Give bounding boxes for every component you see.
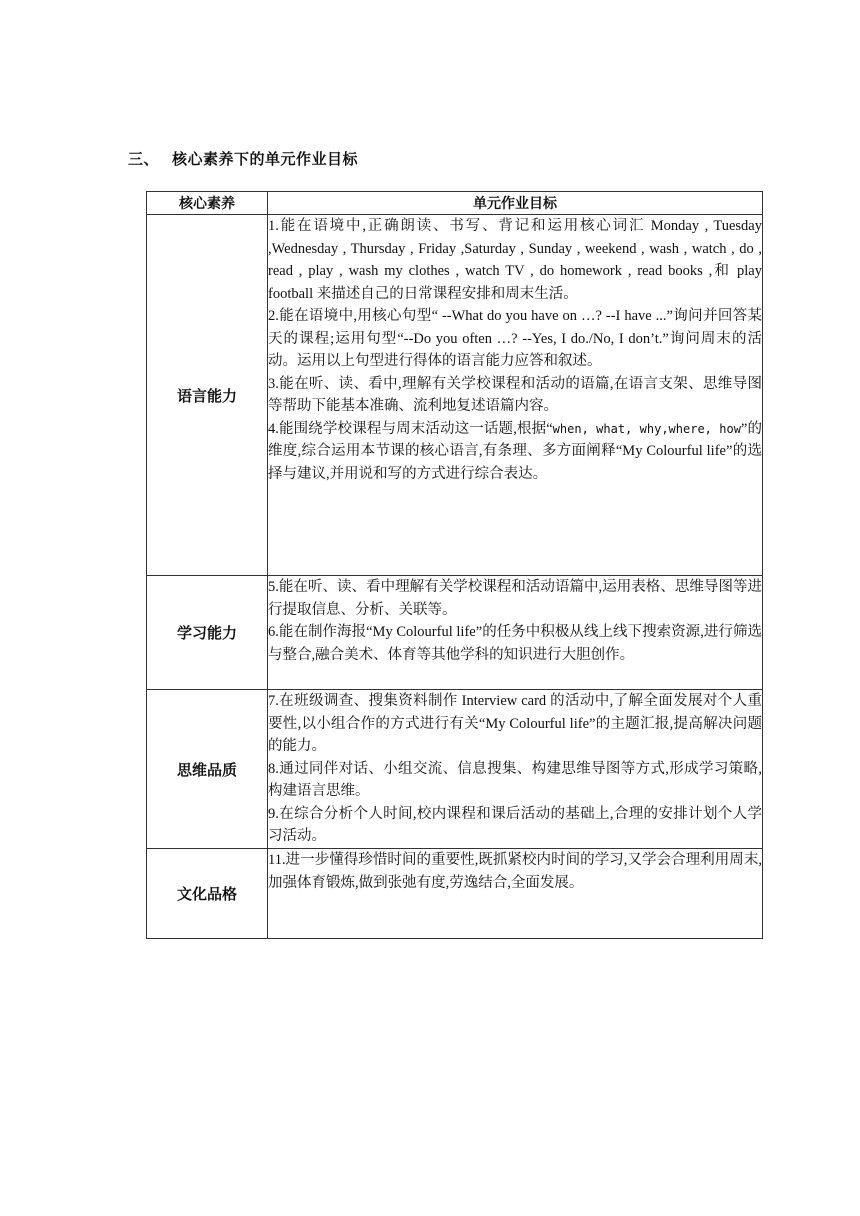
table-row	[147, 849, 763, 939]
goals-cell	[268, 215, 763, 576]
goal-item: 2.能在语境中,用核心句型“ --What do you have on …? --I have ...”询问并回答某天的课程;运用句型“--Do you often …? --Yes, I do./No, I don’t.”询问周末的活动。运用以上句型进行得体的语言能力应答和叙述。	[268, 308, 762, 369]
competency-cell: 学习能力	[147, 576, 268, 690]
table-header-row	[147, 192, 763, 215]
competency-cell: 语言能力	[147, 215, 268, 576]
competency-cell: 思维品质	[147, 690, 268, 849]
header-goals: 单元作业目标	[268, 192, 763, 215]
goals-table	[146, 191, 763, 939]
goal-item: 6.能在制作海报“My Colourful life”的任务中积极从线上线下搜索资源,进行筛选与整合,融合美术、体育等其他学科的知识进行大胆创作。	[268, 624, 762, 663]
goal-item: 3.能在听、读、看中,理解有关学校课程和活动的语篇,在语言支架、思维导图等帮助下能基本准确、流利地复述语篇内容。	[268, 375, 762, 414]
header-competency: 核心素养	[147, 192, 268, 215]
goal-item: 8.通过同伴对话、小组交流、信息搜集、构建思维导图等方式,形成学习策略,构建语言思维。	[268, 760, 762, 799]
goals-cell	[268, 576, 763, 690]
section-title: 核心素养下的单元作业目标	[172, 150, 359, 168]
section-number: 三、	[128, 150, 160, 168]
goal-item: 11.进一步懂得珍惜时间的重要性,既抓紧校内时间的学习,又学会合理利用周末,加强体育锻炼,做到张弛有度,劳逸结合,全面发展。	[268, 852, 762, 891]
goal-item: 1.能在语境中,正确朗读、书写、背记和运用核心词汇 Monday , Tuesday ,Wednesday , Thursday , Friday ,Saturday , Sunday , weekend , wash , watch , do , read , play , wash my clothes , watch TV , do homework , read books ,和 play football 来描述自己的日常课程安排和周末生活。	[268, 218, 762, 302]
goal-item: 7.在班级调查、搜集资料制作 Interview card 的活动中,了解全面发展对个人重要性,以小组合作的方式进行有关“My Colourful life”的主题汇报,提高解决问题的能力。	[268, 693, 762, 754]
table-row	[147, 576, 763, 690]
table-row	[147, 215, 763, 576]
goal-text: ”的维度,综合运用本节课的核心语言,有条理、多方面阐释“My Colourful life”的选择与建议,并用说和写的方式进行综合表达。	[268, 420, 762, 482]
goal-item: 9.在综合分析个人时间,校内课程和课后活动的基础上,合理的安排计划个人学习活动。	[268, 805, 762, 844]
competency-cell: 文化品格	[147, 849, 268, 939]
goal-text: 4.能围绕学校课程与周末活动这一话题,根据“	[268, 420, 553, 437]
goal-text-mono: when, what, why,where, how	[552, 421, 741, 436]
goals-cell	[268, 849, 763, 939]
goal-item: 5.能在听、读、看中理解有关学校课程和活动语篇中,运用表格、思维导图等进行提取信息、分析、关联等。	[268, 579, 762, 618]
goal-item	[268, 418, 762, 486]
goals-cell	[268, 690, 763, 849]
table-row	[147, 690, 763, 849]
section-heading	[128, 148, 358, 170]
